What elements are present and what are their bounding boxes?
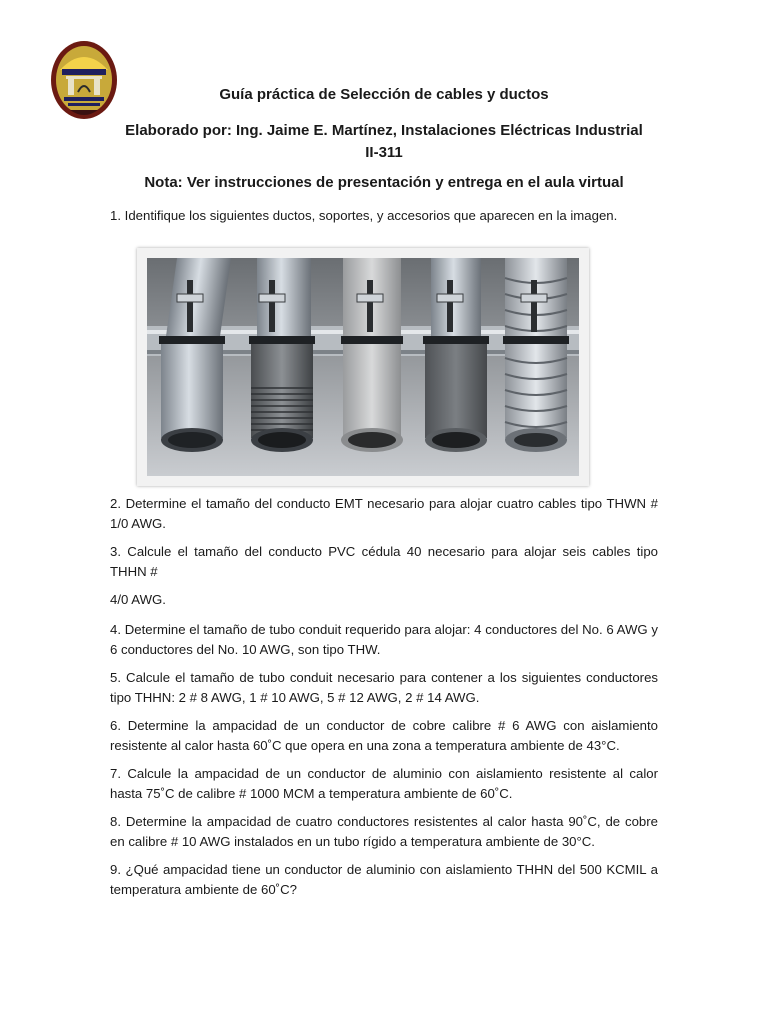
question-5: 5. Calcule el tamaño de tubo conduit necesario para contener a los siguientes conductores tipo THHN: 2 # 8 AWG, 1 # 10 AWG, 5 # 12 AWG, 2 # 14 AWG. [110,670,658,705]
conduit-photo [137,248,589,486]
document-title: Guía práctica de Selección de cables y ductos [219,86,549,103]
note-line: Nota: Ver instrucciones de presentación y entrega en el aula virtual [144,174,624,191]
question-4: 4. Determine el tamaño de tubo conduit requerido para alojar: 4 conductores del No. 6 AWG y 6 conductores del No. 10 AWG, son tipo THW. [110,622,658,657]
question-1: 1. Identifique los siguientes ductos, soportes, y accesorios que aparecen en la imagen. [110,208,618,223]
author-line [108,120,660,164]
question-3: 3. Calcule el tamaño del conducto PVC cédula 40 necesario para alojar seis cables tipo THHN # [110,544,658,579]
university-seal-logo [50,40,118,120]
question-8: 8. Determine la ampacidad de cuatro conductores resistentes al calor hasta 90˚C, de cobre en calibre # 10 AWG instalados en un tubo rígido a temperatura ambiente de 30°C. [110,814,658,849]
author-line-1: Elaborado por: Ing. Jaime E. Martínez, Instalaciones Eléctricas Industrial [125,122,643,139]
author-line-2: II-311 [365,144,403,161]
question-9: 9. ¿Qué ampacidad tiene un conductor de aluminio con aislamiento THHN del 500 KCMIL a temperatura ambiente de 60˚C? [110,862,658,897]
question-2: 2. Determine el tamaño del conducto EMT necesario para alojar cuatro cables tipo THWN # 1/0 AWG. [110,496,658,531]
question-6: 6. Determine la ampacidad de un conductor de cobre calibre # 6 AWG con aislamiento resistente al calor hasta 60˚C que opera en una zona a temperatura ambiente de 43°C. [110,718,658,753]
question-3-continued: 4/0 AWG. [110,592,166,607]
question-7: 7. Calcule la ampacidad de un conductor de aluminio con aislamiento resistente al calor hasta 75˚C de calibre # 1000 MCM a temperatura ambiente de 60˚C. [110,766,658,801]
